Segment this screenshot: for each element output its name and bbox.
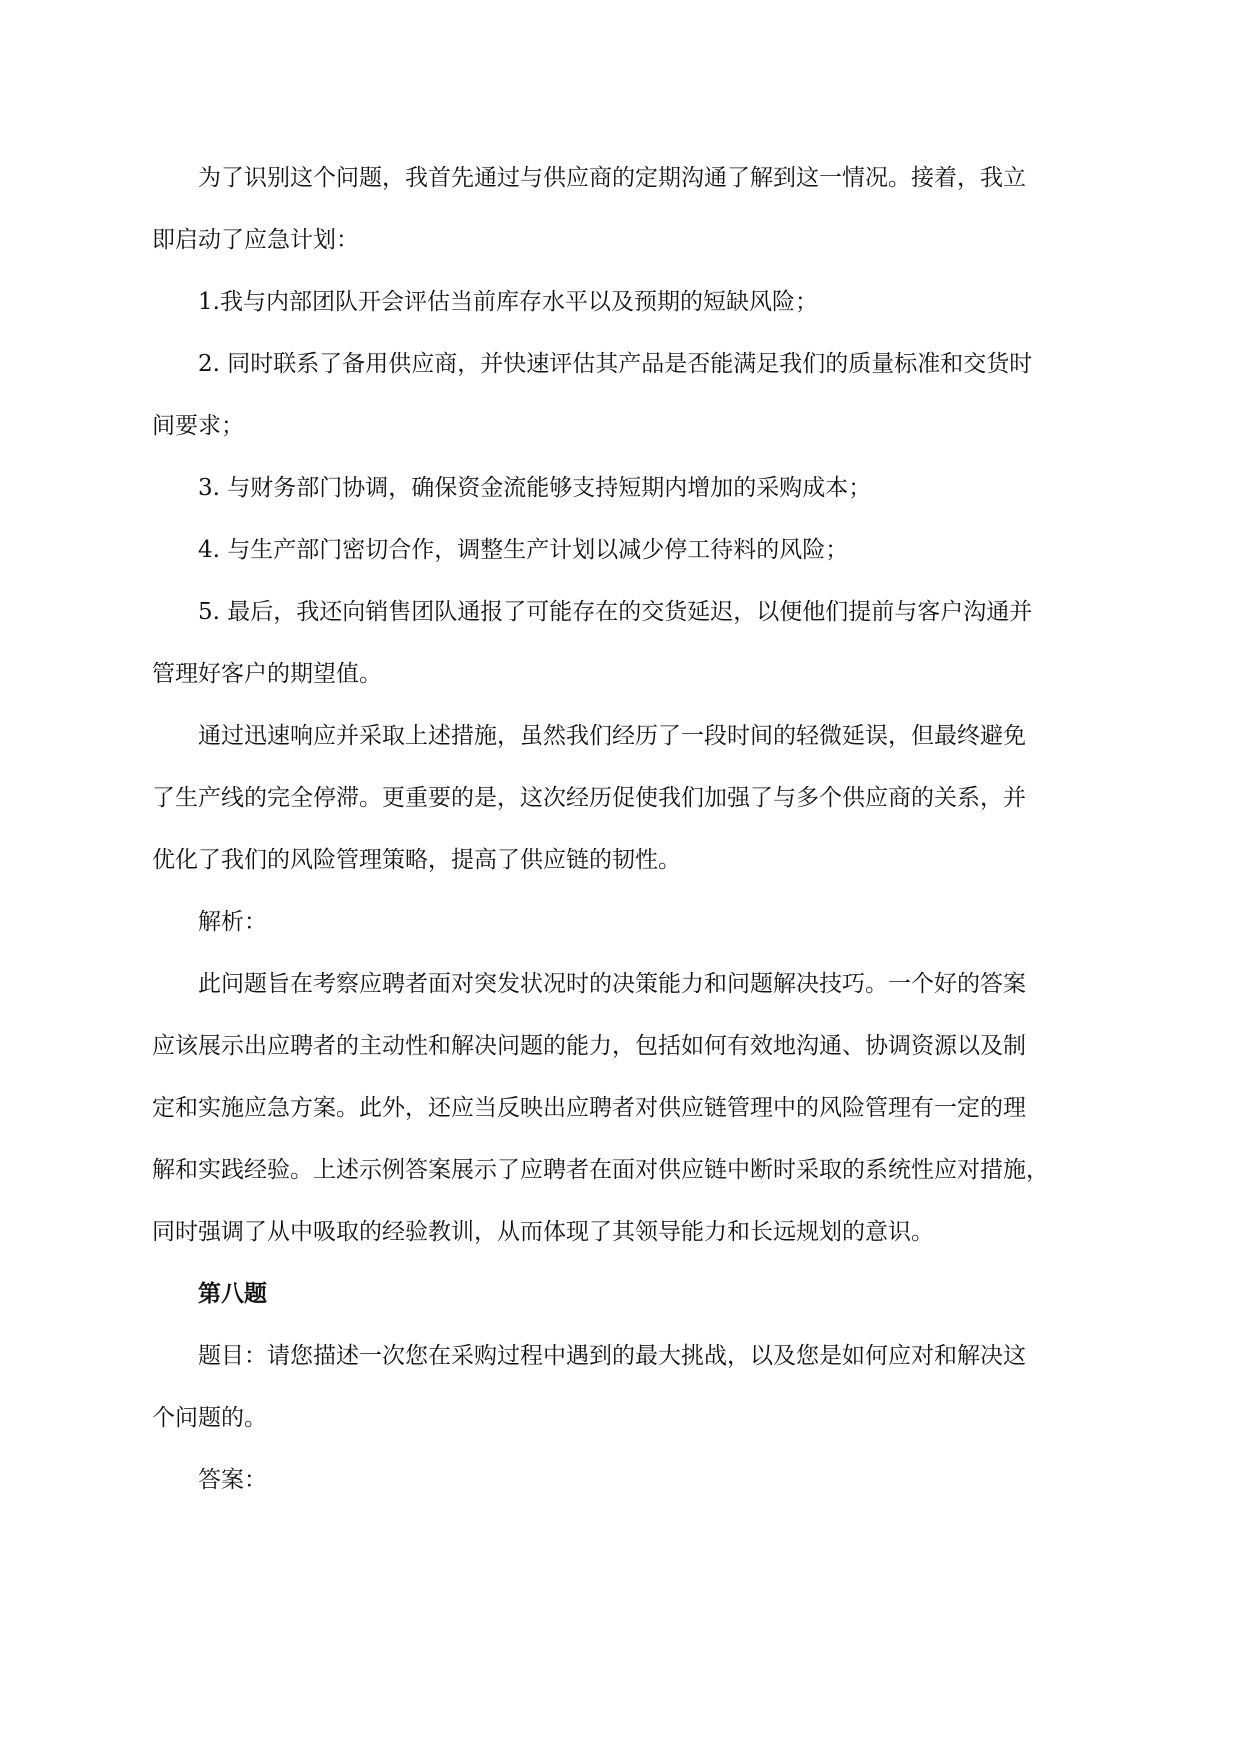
document-body [152, 147, 1096, 1511]
list-item-3 [198, 457, 1096, 519]
text-line: 5. 最后，我还向销售团队通报了可能存在的交货延迟，以便他们提前与客户沟通并 [198, 599, 1033, 625]
text-line: 应该展示出应聘者的主动性和解决问题的能力，包括如何有效地沟通、协调资源以及制 [152, 1033, 1026, 1059]
answer-label-text: 答案： [198, 1467, 267, 1493]
list-item-4 [198, 519, 1096, 581]
text-line: 间要求； [152, 413, 244, 439]
text-line: 优化了我们的风险管理策略，提高了供应链的韧性。 [152, 847, 681, 873]
text-line: 此问题旨在考察应聘者面对突发状况时的决策能力和问题解决技巧。一个好的答案 [198, 971, 1026, 997]
text-line: 定和实施应急方案。此外，还应当反映出应聘者对供应链管理中的风险管理有一定的理 [152, 1095, 1026, 1121]
text-line: 即启动了应急计划： [152, 227, 359, 253]
paragraph-outcome [152, 705, 1096, 891]
text-line: 4. 与生产部门密切合作，调整生产计划以减少停工待料的风险； [198, 537, 849, 563]
text-line: 题目：请您描述一次您在采购过程中遇到的最大挑战，以及您是如何应对和解决这 [198, 1343, 1026, 1369]
list-item-2 [152, 333, 1096, 457]
list-item-5 [152, 581, 1096, 705]
section-title [198, 1263, 1096, 1325]
text-line: 管理好客户的期望值。 [152, 661, 382, 687]
analysis-label [198, 891, 1096, 953]
text-line: 通过迅速响应并采取上述措施，虽然我们经历了一段时间的轻微延误，但最终避免 [198, 723, 1026, 749]
text-line: 了生产线的完全停滞。更重要的是，这次经历促使我们加强了与多个供应商的关系，并 [152, 785, 1026, 811]
section-title-text: 第八题 [198, 1281, 267, 1307]
list-item-1 [198, 271, 1096, 333]
text-line: 2. 同时联系了备用供应商，并快速评估其产品是否能满足我们的质量标准和交货时 [198, 351, 1033, 377]
text-line: 解析： [198, 909, 267, 935]
question-paragraph [152, 1325, 1096, 1449]
text-line: 1.我与内部团队开会评估当前库存水平以及预期的短缺风险； [198, 289, 818, 315]
text-line: 同时强调了从中吸取的经验教训，从而体现了其领导能力和长远规划的意识。 [152, 1219, 934, 1245]
answer-label [198, 1449, 1096, 1511]
paragraph-analysis [152, 953, 1096, 1263]
text-line: 为了识别这个问题，我首先通过与供应商的定期沟通了解到这一情况。接着，我立 [198, 165, 1026, 191]
text-line: 解和实践经验。上述示例答案展示了应聘者在面对供应链中断时采取的系统性应对措施， [152, 1157, 1049, 1183]
paragraph-identification [152, 147, 1096, 271]
text-line: 个问题的。 [152, 1405, 267, 1431]
text-line: 3. 与财务部门协调，确保资金流能够支持短期内增加的采购成本； [198, 475, 872, 501]
